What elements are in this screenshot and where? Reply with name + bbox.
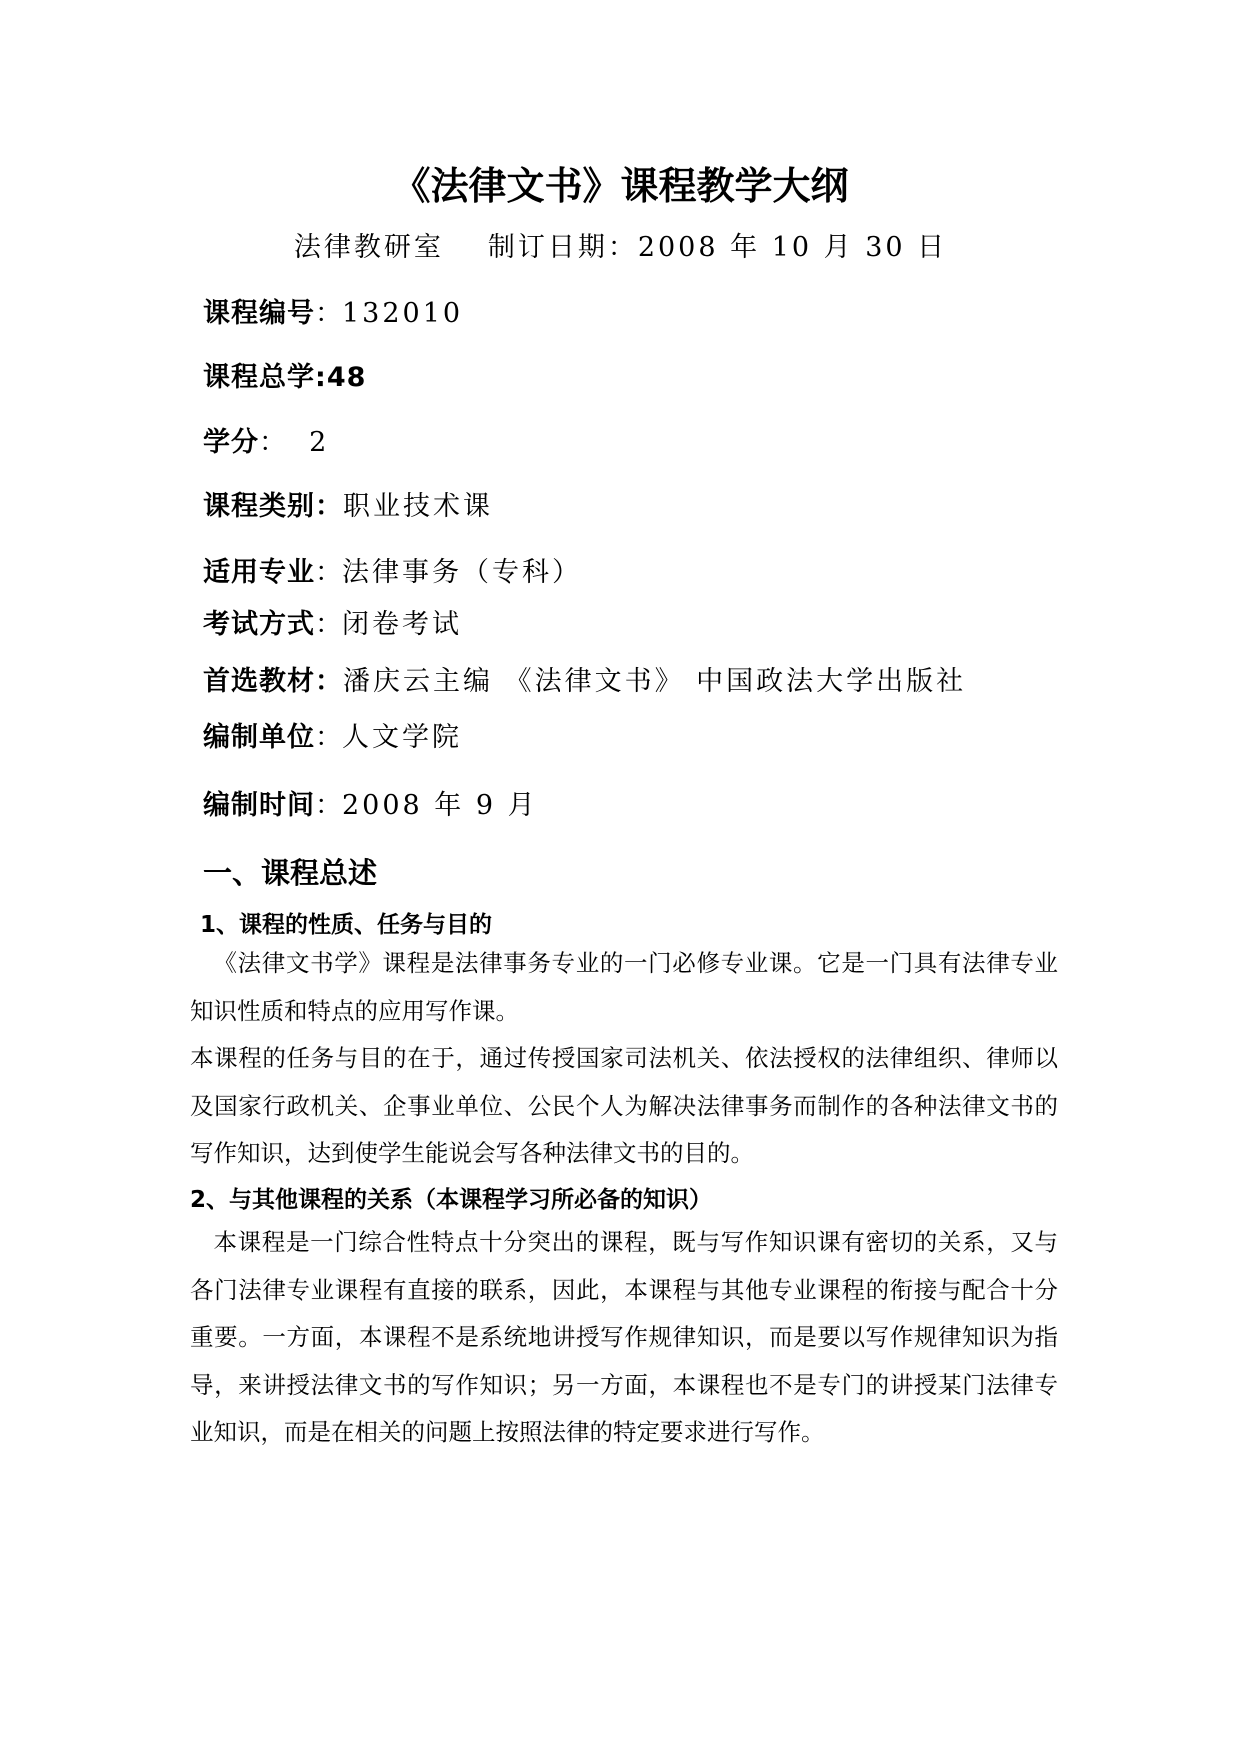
field-separator: ： [315,557,342,588]
field-credits [203,423,329,463]
subsection-heading-relation: 2、与其他课程的关系（本课程学习所必备的知识） [190,1187,713,1213]
field-label: 课程编号 [203,298,315,329]
document-subtitle [0,228,1241,268]
field-label: 学分 [203,427,259,458]
field-compiling-unit [203,718,462,758]
field-course-category [203,487,493,527]
field-value: 潘庆云主编 《法律文书》 中国政法大学出版社 [343,666,967,697]
field-label: 编制时间 [203,790,315,821]
field-value: 法律事务（专科） [342,557,582,588]
field-label: 编制单位 [203,722,315,753]
subsection-heading-nature: 1、课程的性质、任务与目的 [200,912,493,938]
document-title: 《法律文书》课程教学大纲 [392,164,849,208]
field-value: 48 [326,362,367,393]
field-value: 闭卷考试 [342,609,462,640]
department-name: 法律教研室 [293,232,444,263]
field-compiling-time [203,786,538,826]
field-separator: ： [315,491,343,522]
paragraph-nature: 《法律文书学》课程是法律事务专业的一门必修专业课。它是一门具有法律专业知识性质和特点的应用写作课。 [190,949,1058,1025]
field-value: 2 [286,427,330,458]
field-separator: ： [315,298,342,329]
field-value: 职业技术课 [343,491,493,522]
field-label: 考试方式 [203,609,315,640]
section-heading: 一、课程总述 [203,856,378,890]
field-label: 适用专业 [203,557,315,588]
field-label: 首选教材 [203,666,315,697]
paragraph-task: 本课程的任务与目的在于，通过传授国家司法机关、依法授权的法律组织、律师以及国家行政机关、企事业单位、公民个人为解决法律事务而制作的各种法律文书的写作知识，达到使学生能说会写各种法律文书的目的。 [190,1044,1058,1167]
field-course-code [203,294,463,334]
field-exam-method [203,605,462,645]
field-separator: ： [259,427,286,458]
field-label: 课程总学 [203,362,315,393]
field-separator: : [315,362,327,393]
field-applicable-major [203,553,582,593]
paragraph-relation: 本课程是一门综合性特点十分突出的课程，既与写作知识课有密切的关系，又与各门法律专业课程有直接的联系，因此，本课程与其他专业课程的衔接与配合十分重要。一方面，本课程不是系统地讲授写作规律知识，而是要以写作规律知识为指导，来讲授法律文书的写作知识；另一方面，本课程也不是专门的讲授某门法律专业知识，而是在相关的问题上按照法律的特定要求进行写作。 [190,1228,1058,1446]
field-value: 132010 [342,298,464,329]
field-separator: ： [315,790,342,821]
field-value: 人文学院 [342,722,462,753]
field-value: 2008 年 9 月 [342,790,538,821]
field-separator: ： [315,609,342,640]
field-total-hours [203,358,366,398]
field-separator: ： [315,666,343,697]
field-textbook [203,662,966,702]
field-separator: ： [315,722,342,753]
revision-date: 制订日期：2008 年 10 月 30 日 [487,232,948,263]
field-label: 课程类别 [203,491,315,522]
